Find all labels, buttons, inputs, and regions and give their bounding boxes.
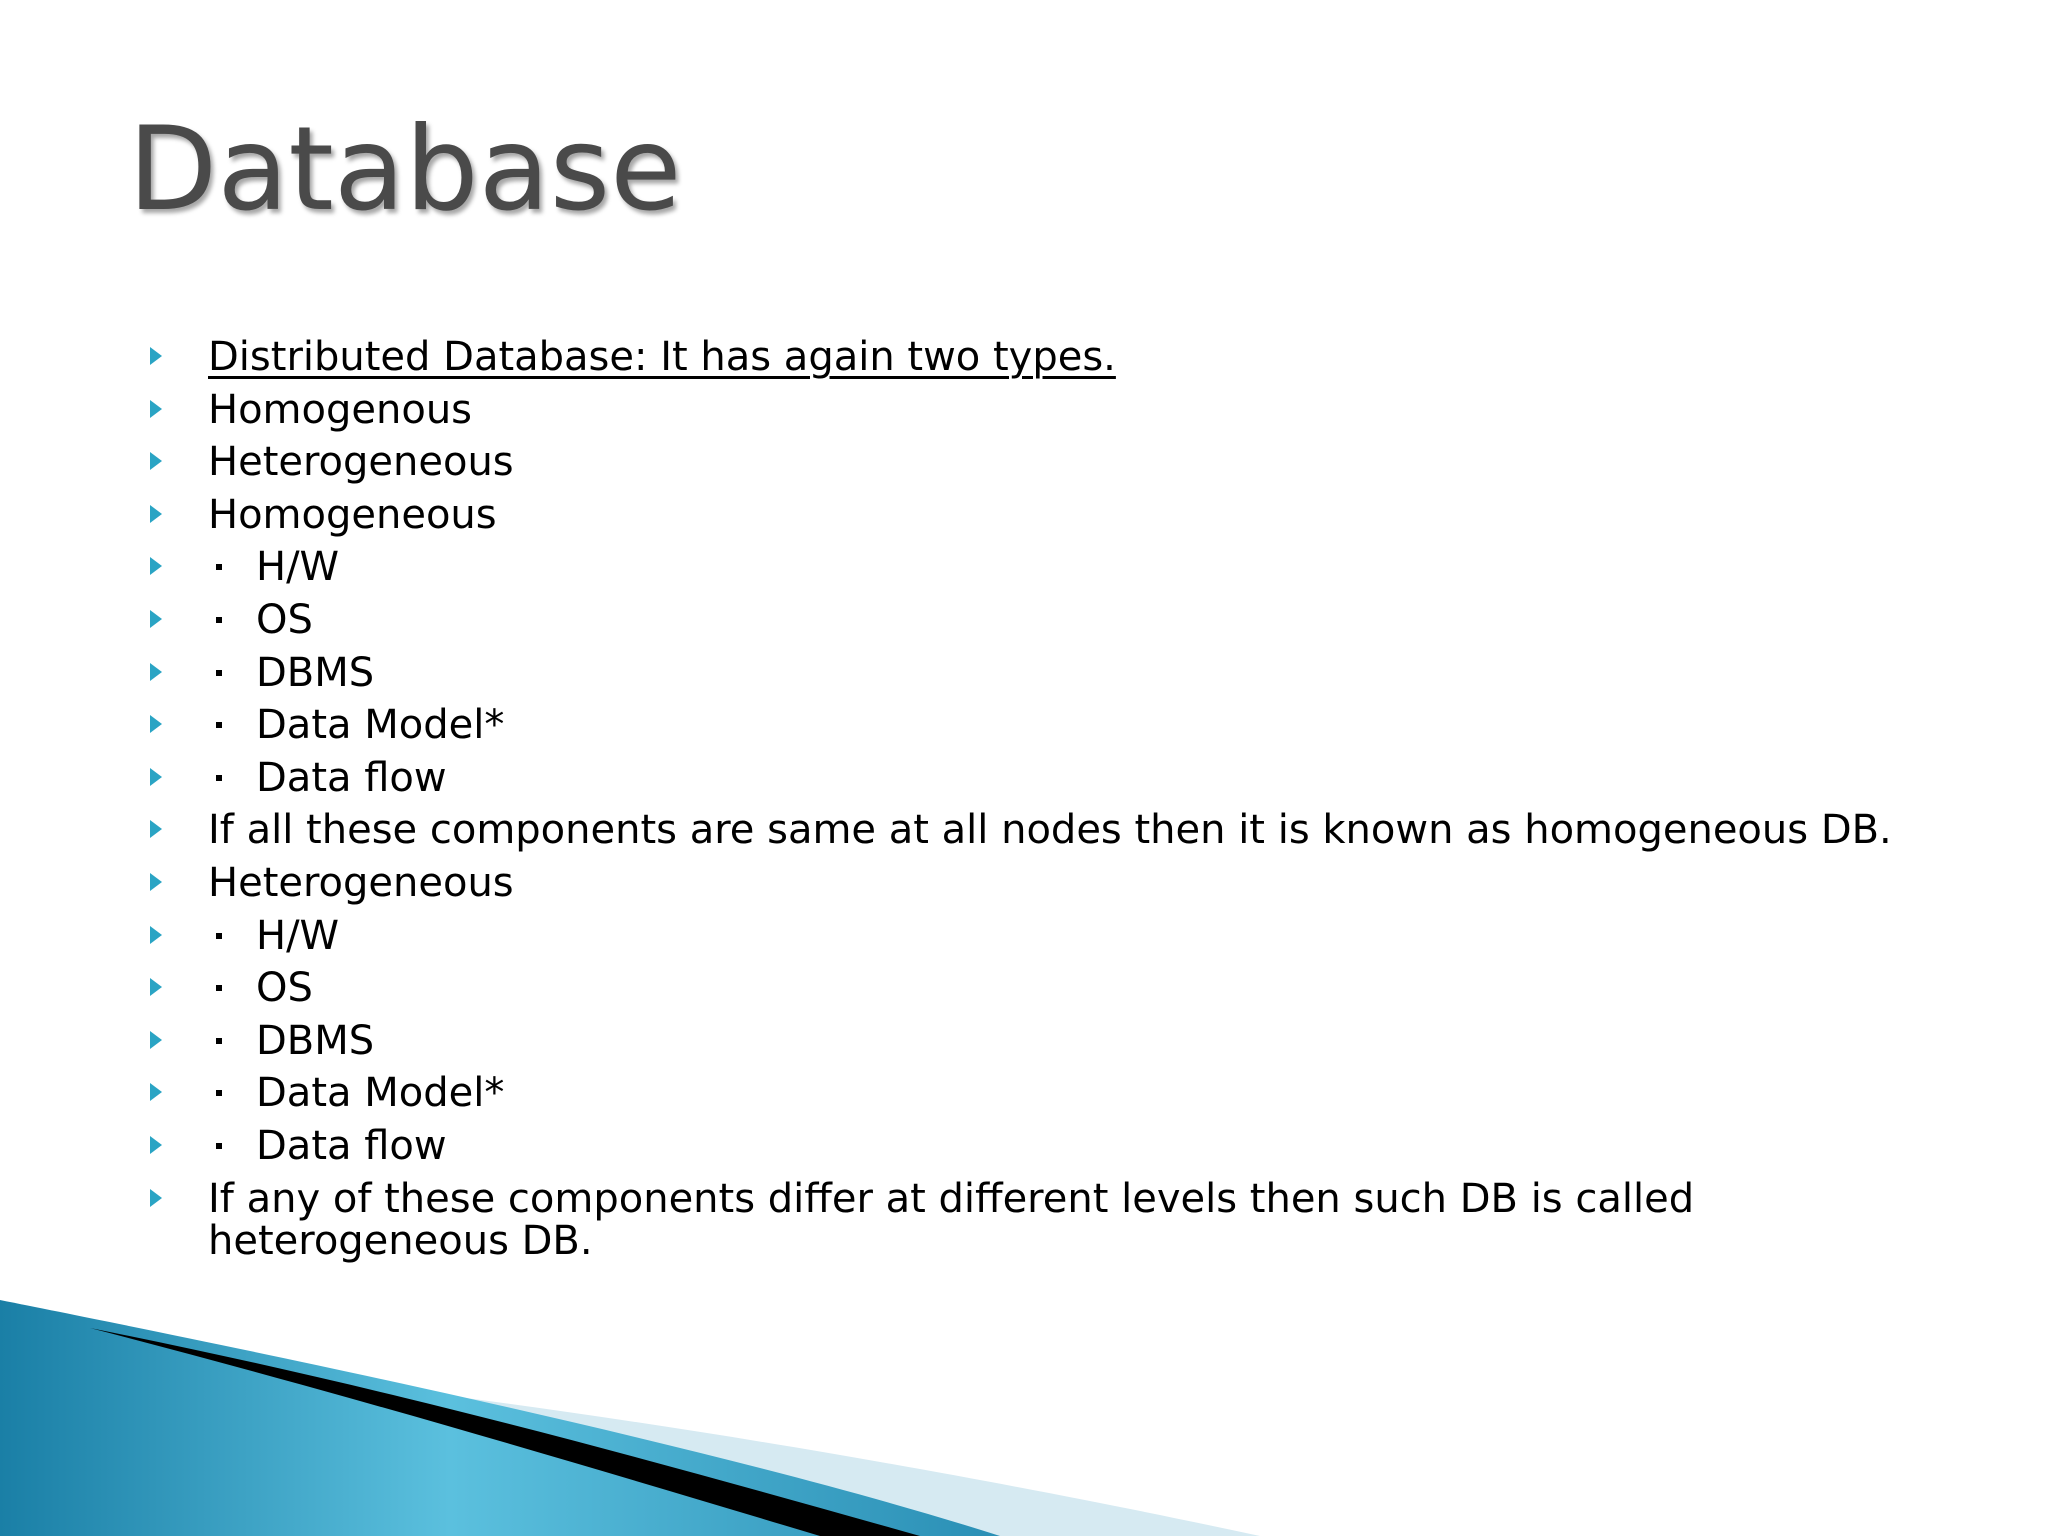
bullet-item: [148, 807, 1908, 854]
bullet-item: [148, 1122, 1908, 1169]
bullet-item: [148, 859, 1908, 906]
square-dot-icon: [208, 613, 256, 633]
wave-black-swoosh: [90, 1328, 920, 1536]
triangle-right-icon: [150, 452, 162, 470]
bullet-text: Heterogeneous: [208, 859, 514, 906]
bullet-item: [148, 1175, 1908, 1264]
bullet-item: [148, 439, 1908, 486]
bullet-text: Data Model*: [256, 702, 505, 749]
bullet-item: [148, 754, 1908, 801]
triangle-right-icon: [150, 978, 162, 996]
square-dot-icon: [208, 1086, 256, 1106]
bullet-item: [148, 596, 1908, 643]
triangle-right-icon: [150, 1031, 162, 1049]
triangle-right-icon: [150, 1136, 162, 1154]
bullet-item: [148, 965, 1908, 1012]
triangle-right-icon: [150, 820, 162, 838]
bullet-item: [148, 912, 1908, 959]
square-dot-icon: [208, 981, 256, 1001]
slide-title: Database: [128, 102, 682, 237]
bullet-item: [148, 1017, 1908, 1064]
triangle-right-icon: [150, 663, 162, 681]
triangle-right-icon: [150, 715, 162, 733]
triangle-right-icon: [150, 400, 162, 418]
square-dot-icon: [208, 771, 256, 791]
bullet-text: Data flow: [256, 754, 447, 801]
wave-pale-band: [0, 1350, 1260, 1536]
triangle-right-icon: [150, 768, 162, 786]
bullet-item: [148, 544, 1908, 591]
square-dot-icon: [208, 560, 256, 580]
bullet-text: Data flow: [256, 1122, 447, 1169]
triangle-right-icon: [150, 1083, 162, 1101]
square-dot-icon: [208, 666, 256, 686]
triangle-right-icon: [150, 347, 162, 365]
bullet-item: [148, 1070, 1908, 1117]
bullet-text: Distributed Database: It has again two types.: [208, 334, 1116, 380]
bullet-text: Heterogeneous: [208, 439, 514, 486]
bullet-item: [148, 386, 1908, 433]
triangle-right-icon: [150, 557, 162, 575]
triangle-right-icon: [150, 926, 162, 944]
triangle-right-icon: [150, 505, 162, 523]
triangle-right-icon: [150, 873, 162, 891]
wave-blue-band: [0, 1300, 1000, 1536]
bullet-text: Homogeneous: [208, 491, 497, 538]
bullet-item: [148, 702, 1908, 749]
bullet-text: Homogenous: [208, 386, 473, 433]
bullet-text: If any of these components differ at different levels then such DB is called heterogeneous DB.: [208, 1175, 1695, 1264]
bullet-text: DBMS: [256, 649, 375, 696]
bullet-item: [148, 649, 1908, 696]
bullet-item: [148, 491, 1908, 538]
bullet-list: [148, 336, 1908, 1272]
square-dot-icon: [208, 1139, 256, 1159]
bullet-text: Data Model*: [256, 1070, 505, 1117]
bullet-text: OS: [256, 965, 313, 1012]
bullet-text: If all these components are same at all nodes then it is known as homogeneous DB.: [208, 807, 1892, 854]
bullet-item: [148, 336, 1908, 378]
square-dot-icon: [208, 1034, 256, 1054]
bullet-text: OS: [256, 596, 313, 643]
square-dot-icon: [208, 929, 256, 949]
triangle-right-icon: [150, 1189, 162, 1207]
square-dot-icon: [208, 718, 256, 738]
triangle-right-icon: [150, 610, 162, 628]
bullet-text: DBMS: [256, 1017, 375, 1064]
bullet-text: H/W: [256, 912, 340, 959]
bullet-text: H/W: [256, 544, 340, 591]
